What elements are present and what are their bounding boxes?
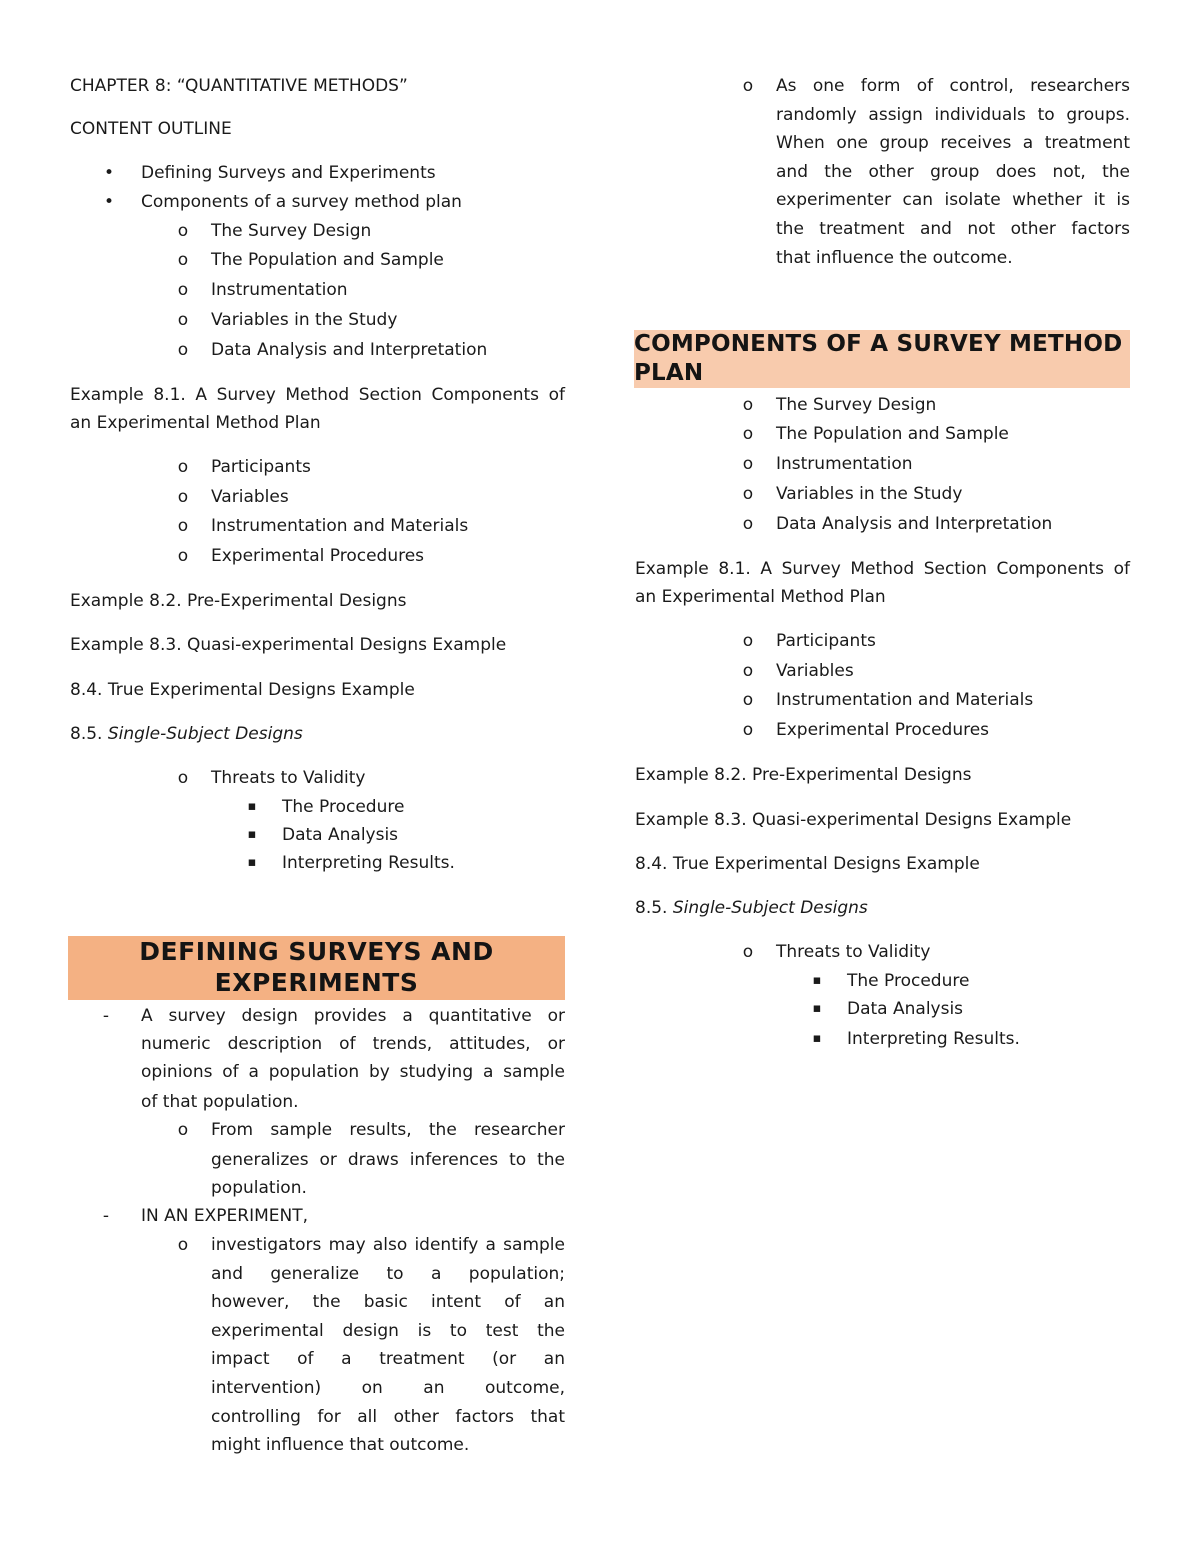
example-81-line: Example 8.1. A Survey Method Section Components of — [70, 385, 565, 405]
circle-marker: o — [742, 424, 754, 444]
square-marker: ▪ — [812, 1001, 822, 1016]
square-marker: ▪ — [247, 827, 257, 842]
example-85-number: 8.5. — [635, 898, 668, 918]
list-item: Data Analysis and Interpretation — [211, 340, 488, 360]
experiment-sub-line: and generalize to a population; — [211, 1264, 565, 1284]
circle-marker: o — [742, 484, 754, 504]
outline-item: Defining Surveys and Experiments — [141, 163, 436, 183]
survey-sub-line: population. — [211, 1178, 307, 1198]
example-84: 8.4. True Experimental Designs Example — [70, 680, 415, 700]
example-82: Example 8.2. Pre-Experimental Designs — [635, 765, 972, 785]
list-item: The Survey Design — [776, 395, 937, 415]
experiment-sub-line: controlling for all other factors that — [211, 1407, 565, 1427]
threats-item: Data Analysis — [282, 825, 399, 845]
list-item: Variables in the Study — [211, 310, 398, 330]
threats-item: Data Analysis — [847, 999, 964, 1019]
example-82: Example 8.2. Pre-Experimental Designs — [70, 591, 407, 611]
example-85-title: Single-Subject Designs — [107, 724, 303, 744]
list-item: The Population and Sample — [211, 250, 444, 270]
list-item: Instrumentation — [776, 454, 913, 474]
experiment-sub-line: experimental design is to test the — [211, 1321, 565, 1341]
bullet-marker: • — [103, 192, 115, 212]
list-item: Variables in the Study — [776, 484, 963, 504]
survey-sub-line: From sample results, the researcher — [211, 1120, 565, 1140]
control-line: the treatment and not other factors — [776, 219, 1130, 239]
control-line: experimenter can isolate whether it is — [776, 190, 1130, 210]
square-marker: ▪ — [812, 973, 822, 988]
example-85-number: 8.5. — [70, 724, 103, 744]
example-81-line: Example 8.1. A Survey Method Section Components of — [635, 559, 1130, 579]
list-item: Instrumentation — [211, 280, 348, 300]
experiment-sub-line: impact of a treatment (or an — [211, 1349, 565, 1369]
circle-marker: o — [742, 661, 754, 681]
survey-def-line: A survey design provides a quantitative or — [141, 1006, 565, 1026]
experiment-sub-line: might influence that outcome. — [211, 1435, 470, 1455]
list-item: Variables — [776, 661, 854, 681]
circle-marker: o — [177, 546, 189, 566]
control-line: that influence the outcome. — [776, 248, 1013, 268]
example-83: Example 8.3. Quasi-experimental Designs Example — [70, 635, 507, 655]
experiment-sub-line: intervention) on an outcome, — [211, 1378, 565, 1398]
circle-marker: o — [742, 720, 754, 740]
circle-marker: o — [177, 340, 189, 360]
chapter-title: CHAPTER 8: “QUANTITATIVE METHODS” — [70, 76, 408, 96]
survey-def-line: numeric description of trends, attitudes, or — [141, 1034, 565, 1054]
heading-line: COMPONENTS OF A SURVEY METHOD — [634, 331, 1123, 357]
experiment-label: IN AN EXPERIMENT, — [141, 1206, 309, 1226]
outline-item: Components of a survey method plan — [141, 192, 462, 212]
circle-marker: o — [177, 1235, 189, 1255]
circle-marker: o — [177, 457, 189, 477]
example-83: Example 8.3. Quasi-experimental Designs Example — [635, 810, 1072, 830]
circle-marker: o — [177, 310, 189, 330]
dash-marker: - — [102, 1206, 110, 1226]
threats-item: Interpreting Results. — [282, 853, 455, 873]
example-84: 8.4. True Experimental Designs Example — [635, 854, 980, 874]
threats-item: The Procedure — [847, 971, 970, 991]
threats-label: Threats to Validity — [776, 942, 931, 962]
circle-marker: o — [742, 76, 754, 96]
components-survey-heading — [634, 330, 1130, 388]
circle-marker: o — [177, 221, 189, 241]
heading-line: DEFINING SURVEYS AND — [139, 937, 494, 966]
circle-marker: o — [177, 280, 189, 300]
survey-def-line: of that population. — [141, 1092, 299, 1112]
list-item: Data Analysis and Interpretation — [776, 514, 1053, 534]
list-item: Participants — [776, 631, 876, 651]
circle-marker: o — [177, 516, 189, 536]
control-line: As one form of control, researchers — [776, 76, 1130, 96]
example-85 — [70, 724, 303, 744]
circle-marker: o — [742, 942, 754, 962]
control-line: When one group receives a treatment — [776, 133, 1130, 153]
defining-surveys-heading — [68, 936, 565, 1000]
survey-sub-line: generalizes or draws inferences to the — [211, 1150, 565, 1170]
circle-marker: o — [177, 487, 189, 507]
list-item: Instrumentation and Materials — [211, 516, 469, 536]
experiment-sub-line: however, the basic intent of an — [211, 1292, 565, 1312]
threats-item: Interpreting Results. — [847, 1029, 1020, 1049]
list-item: Experimental Procedures — [211, 546, 425, 566]
survey-def-line: opinions of a population by studying a sample — [141, 1062, 565, 1082]
heading-line: PLAN — [634, 360, 704, 386]
experiment-sub-line: investigators may also identify a sample — [211, 1235, 565, 1255]
example-85-title: Single-Subject Designs — [672, 898, 868, 918]
circle-marker: o — [177, 768, 189, 788]
circle-marker: o — [742, 454, 754, 474]
threats-label: Threats to Validity — [211, 768, 366, 788]
example-85 — [635, 898, 868, 918]
square-marker: ▪ — [812, 1031, 822, 1046]
list-item: The Survey Design — [211, 221, 372, 241]
circle-marker: o — [742, 514, 754, 534]
square-marker: ▪ — [247, 855, 257, 870]
list-item: Participants — [211, 457, 311, 477]
control-line: randomly assign individuals to groups. — [776, 105, 1130, 125]
heading-line: EXPERIMENTS — [214, 968, 419, 997]
circle-marker: o — [177, 250, 189, 270]
square-marker: ▪ — [247, 799, 257, 814]
list-item: The Population and Sample — [776, 424, 1009, 444]
list-item: Instrumentation and Materials — [776, 690, 1034, 710]
control-line: and the other group does not, the — [776, 162, 1130, 182]
circle-marker: o — [742, 631, 754, 651]
threats-item: The Procedure — [282, 797, 405, 817]
list-item: Variables — [211, 487, 289, 507]
example-81-line: an Experimental Method Plan — [635, 587, 886, 607]
circle-marker: o — [742, 395, 754, 415]
circle-marker: o — [742, 690, 754, 710]
content-outline-label: CONTENT OUTLINE — [70, 119, 232, 139]
bullet-marker: • — [103, 163, 115, 183]
dash-marker: - — [102, 1006, 110, 1026]
circle-marker: o — [177, 1120, 189, 1140]
list-item: Experimental Procedures — [776, 720, 990, 740]
example-81-line: an Experimental Method Plan — [70, 413, 321, 433]
